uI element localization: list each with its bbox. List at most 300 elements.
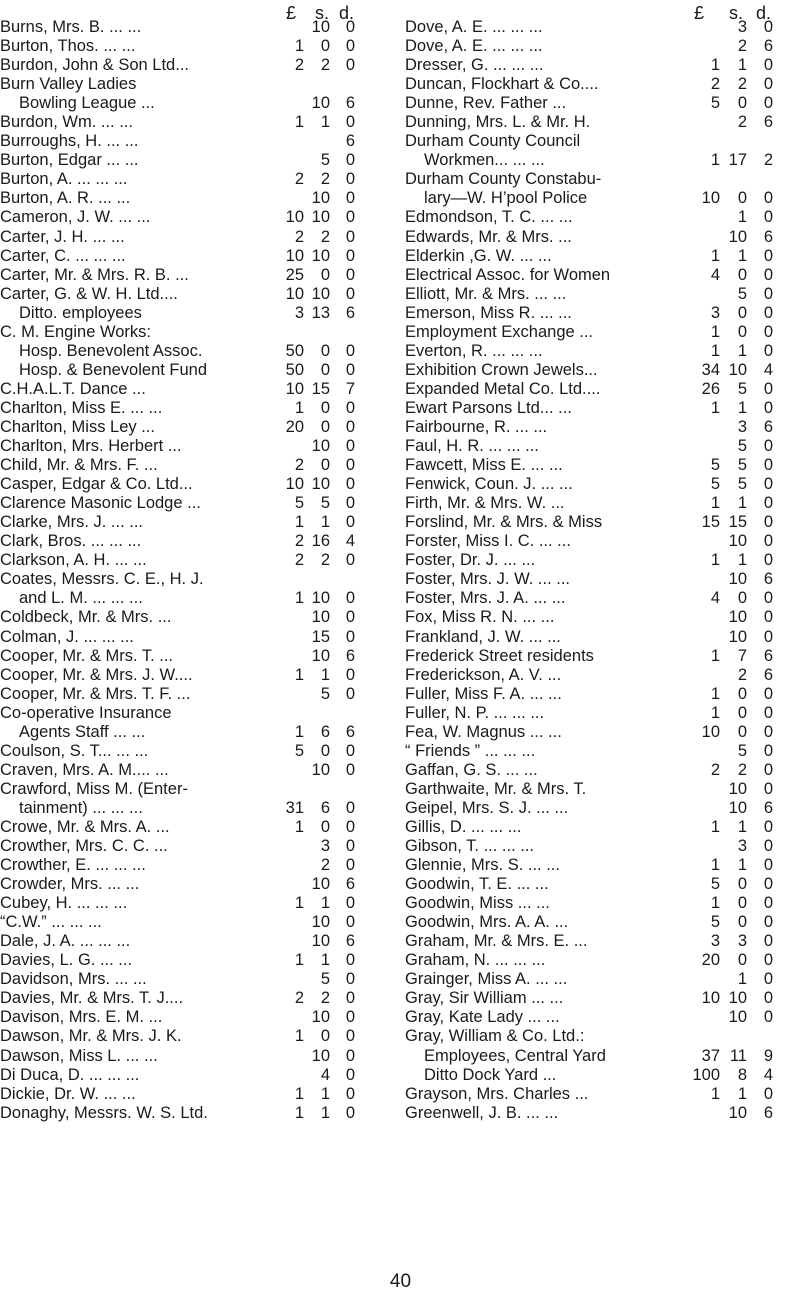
subscription-entry [405,37,801,56]
subscriber-name: Workmen... ... ... [424,151,545,170]
amount-pounds: 1 [294,1027,304,1046]
amount-pounds: 1 [294,589,304,608]
amount-pounds: 1 [710,894,720,913]
amount-pence: 0 [763,875,773,894]
subscription-entry [405,456,801,475]
subscriber-name: “C.W.” ... ... ... [0,913,102,932]
amount-pounds: 10 [701,989,720,1008]
subscription-entry [0,551,393,570]
amount-pence: 0 [763,379,773,398]
subscription-entry [405,1085,801,1104]
subscriber-name: Employees, Central Yard [424,1046,606,1065]
subscription-entry [0,113,393,132]
subscription-entry [0,723,393,742]
subscriber-name: Burdon, John & Son Ltd... [0,56,189,75]
subscriber-name: Bowling League ... [19,94,155,113]
shillings-header: s. [315,3,330,23]
subscription-entry [0,380,393,399]
subscriber-name: Edwards, Mr. & Mrs. ... [405,227,572,246]
amount-shillings: 1 [320,894,330,913]
subscription-entry [405,532,801,551]
subscription-entry [0,875,393,894]
subscription-entry [405,380,801,399]
amount-shillings: 3 [737,837,747,856]
amount-pounds: 1 [710,856,720,875]
amount-pence: 6 [763,570,773,589]
subscriber-name: Garthwaite, Mr. & Mrs. T. [405,779,587,798]
subscriber-name: Dunning, Mrs. L. & Mr. H. [405,113,591,132]
subscriber-name: Burton, A. ... ... ... [0,170,128,189]
amount-pounds: 1 [294,398,304,417]
subscriber-name: Clark, Bros. ... ... ... [0,532,142,551]
subscription-entry [0,151,393,170]
pence-header: d. [339,3,355,23]
amount-shillings: 0 [737,322,747,341]
subscription-entry [0,399,393,418]
amount-shillings: 0 [737,189,747,208]
amount-shillings: 15 [311,627,330,646]
amount-pence: 0 [345,170,355,189]
amount-pence: 0 [763,75,773,94]
amount-pence: 0 [345,1065,355,1084]
amount-pence: 0 [763,856,773,875]
subscription-entry [405,266,801,285]
right-entry-list [405,18,801,1123]
subscription-entry [405,570,801,589]
subscription-entry [0,304,393,323]
amount-pence: 7 [345,379,355,398]
subscriber-name: Firth, Mr. & Mrs. W. ... [405,494,565,513]
amount-pounds: 1 [294,1084,304,1103]
amount-shillings: 10 [728,227,747,246]
amount-shillings: 10 [311,18,330,36]
amount-shillings: 10 [311,189,330,208]
amount-shillings: 1 [737,1084,747,1103]
subscriber-name: lary—W. H’pool Police [424,189,588,208]
subscription-entry [405,228,801,247]
amount-pounds: 1 [294,722,304,741]
subscriber-name: Foster, Mrs. J. W. ... ... [405,570,571,589]
subscription-entry [0,989,393,1008]
amount-pence: 0 [763,398,773,417]
subscriber-name: Di Duca, D. ... ... ... [0,1065,140,1084]
amount-pounds: 5 [710,475,720,494]
amount-pence: 6 [763,665,773,684]
amount-shillings: 5 [320,970,330,989]
amount-pence: 0 [345,913,355,932]
amount-pence: 0 [345,513,355,532]
subscription-entry [0,1104,393,1123]
amount-pounds: 2 [710,75,720,94]
amount-pence: 0 [345,189,355,208]
subscriber-name: Forslind, Mr. & Mrs. & Miss [405,513,603,532]
subscription-entry [0,75,393,94]
subscription-entry [0,342,393,361]
subscriber-name: Grainger, Miss A. ... ... [405,970,568,989]
amount-pounds: 10 [285,208,304,227]
subscription-entry [0,761,393,780]
subscription-entry [405,208,801,227]
amount-shillings: 5 [320,151,330,170]
subscription-entry [405,1104,801,1123]
amount-shillings: 0 [737,589,747,608]
amount-shillings: 15 [311,379,330,398]
subscription-entry [405,285,801,304]
subscription-entry [0,685,393,704]
subscription-entry [405,704,801,723]
subscriber-name: Graham, Mr. & Mrs. E. ... [405,932,588,951]
subscription-entry [405,132,801,151]
subscriber-name: Burns, Mrs. B. ... ... [0,18,142,36]
subscriber-name: Burdon, Wm. ... ... [0,113,133,132]
amount-pounds: 2 [294,456,304,475]
subscription-entry [0,361,393,380]
subscriber-name: Emerson, Miss R. ... ... [405,303,572,322]
amount-pence: 0 [763,284,773,303]
amount-pounds: 10 [701,189,720,208]
pence-header: d. [756,3,772,23]
amount-shillings: 0 [737,684,747,703]
subscriber-name: Glennie, Mrs. S. ... ... [405,856,560,875]
subscriber-name: Clarke, Mrs. J. ... ... [0,513,144,532]
amount-pence: 9 [763,1046,773,1065]
amount-pence: 0 [763,94,773,113]
amount-pounds: 5 [294,494,304,513]
amount-pence: 0 [345,341,355,360]
amount-pence: 0 [345,798,355,817]
subscription-entry [405,951,801,970]
amount-pence: 0 [763,684,773,703]
amount-shillings: 7 [737,646,747,665]
amount-pounds: 2 [294,227,304,246]
amount-pounds: 1 [294,513,304,532]
amount-pence: 0 [345,684,355,703]
amount-pounds: 3 [710,303,720,322]
amount-pence: 4 [345,532,355,551]
amount-shillings: 10 [728,570,747,589]
subscription-entry [0,132,393,151]
subscription-entry [0,418,393,437]
pounds-header: £ [286,3,297,23]
pounds-header: £ [694,3,705,23]
amount-pence: 0 [345,1103,355,1122]
amount-pence: 0 [345,151,355,170]
amount-pence: 0 [763,189,773,208]
amount-shillings: 16 [311,532,330,551]
amount-pence: 6 [763,417,773,436]
subscriber-name: Burn Valley Ladies [0,75,137,94]
amount-shillings: 3 [737,18,747,36]
amount-shillings: 10 [311,875,330,894]
amount-pence: 0 [763,56,773,75]
subscription-entry [0,285,393,304]
amount-shillings: 0 [737,951,747,970]
amount-pence: 0 [345,246,355,265]
amount-pence: 0 [345,437,355,456]
amount-shillings: 2 [320,170,330,189]
amount-shillings: 0 [737,703,747,722]
subscriber-name: and L. M. ... ... ... [19,589,143,608]
subscriber-name: Burton, A. R. ... ... [0,189,131,208]
subscription-entry [405,513,801,532]
subscription-entry [405,875,801,894]
subscriber-name: Fairbourne, R. ... ... [405,417,548,436]
subscription-entry [0,856,393,875]
amount-pounds: 1 [294,894,304,913]
subscription-entry [0,704,393,723]
amount-pence: 0 [763,951,773,970]
amount-shillings: 10 [728,360,747,379]
amount-pounds: 25 [285,265,304,284]
amount-shillings: 0 [320,1027,330,1046]
amount-pence: 0 [763,837,773,856]
amount-pounds: 5 [710,94,720,113]
subscriber-name: Dale, J. A. ... ... ... [0,932,131,951]
amount-shillings: 0 [737,875,747,894]
amount-shillings: 5 [737,475,747,494]
subscriber-name: Elliott, Mr. & Mrs. ... ... [405,284,567,303]
amount-shillings: 6 [320,722,330,741]
amount-shillings: 0 [737,894,747,913]
amount-shillings: 0 [320,360,330,379]
subscriber-name: Frederickson, A. V. ... [405,665,562,684]
amount-pounds: 1 [710,246,720,265]
subscriber-name: Davidson, Mrs. ... ... [0,970,147,989]
left-entry-list [0,18,393,1123]
subscriber-name: Gray, William & Co. Ltd.: [405,1027,585,1046]
subscriber-name: Carter, Mr. & Mrs. R. B. ... [0,265,189,284]
amount-shillings: 1 [320,113,330,132]
subscription-entry [405,913,801,932]
amount-shillings: 10 [728,1008,747,1027]
amount-shillings: 10 [311,94,330,113]
amount-pence: 0 [763,913,773,932]
amount-pounds: 5 [710,456,720,475]
amount-shillings: 1 [737,494,747,513]
subscription-entry [405,494,801,513]
subscriber-name: Burroughs, H. ... ... [0,132,139,151]
amount-pence: 0 [763,779,773,798]
subscriber-name: Fawcett, Miss E. ... ... [405,456,563,475]
subscriber-name: Craven, Mrs. A. M.... ... [0,760,169,779]
amount-pence: 0 [763,627,773,646]
amount-pence: 0 [763,246,773,265]
amount-pounds: 1 [710,56,720,75]
subscriber-name: Crowther, Mrs. C. C. ... [0,837,168,856]
amount-pence: 0 [763,817,773,836]
subscriber-name: Gillis, D. ... ... ... [405,817,522,836]
subscription-entry [405,780,801,799]
subscription-entry [0,56,393,75]
amount-pounds: 10 [285,284,304,303]
amount-pence: 0 [345,208,355,227]
amount-pence: 0 [763,1084,773,1103]
subscriber-name: Dresser, G. ... ... ... [405,56,544,75]
amount-shillings: 2 [320,56,330,75]
subscription-entry [405,1066,801,1085]
amount-shillings: 6 [320,798,330,817]
amount-shillings: 11 [729,1046,747,1065]
amount-pounds: 5 [710,875,720,894]
amount-pounds: 1 [710,494,720,513]
subscription-entry [0,1008,393,1027]
subscriber-name: Crowther, E. ... ... ... [0,856,146,875]
amount-shillings: 10 [311,932,330,951]
amount-pence: 0 [763,513,773,532]
subscriber-name: Crowe, Mr. & Mrs. A. ... [0,817,170,836]
subscription-entry [405,932,801,951]
subscription-entry [405,247,801,266]
subscriber-name: Gray, Sir William ... ... [405,989,564,1008]
amount-pounds: 5 [294,741,304,760]
amount-pounds: 1 [294,951,304,970]
amount-shillings: 10 [311,475,330,494]
amount-pounds: 1 [294,665,304,684]
subscriber-name: Cooper, Mr. & Mrs. T. ... [0,646,173,665]
amount-pence: 6 [345,875,355,894]
amount-shillings: 3 [737,932,747,951]
amount-shillings: 1 [320,1103,330,1122]
subscription-entry [0,913,393,932]
amount-pounds: 10 [285,475,304,494]
amount-pence: 0 [763,608,773,627]
page-number: 40 [389,1271,412,1292]
amount-pence: 6 [345,722,355,741]
subscription-entry [405,323,801,342]
amount-pence: 0 [345,494,355,513]
amount-pounds: 2 [294,989,304,1008]
subscriber-name: Casper, Edgar & Co. Ltd... [0,475,193,494]
subscription-entry [405,818,801,837]
subscriber-name: Charlton, Miss Ley ... [0,417,155,436]
subscription-entry [405,56,801,75]
amount-pence: 6 [763,798,773,817]
amount-pence: 0 [345,970,355,989]
subscriber-name: Dove, A. E. ... ... ... [405,18,543,36]
amount-pence: 0 [763,437,773,456]
amount-pounds: 37 [701,1046,720,1065]
amount-pence: 0 [763,894,773,913]
subscription-entry [405,799,801,818]
amount-pence: 0 [345,284,355,303]
subscription-entry [405,608,801,627]
subscription-entry [0,894,393,913]
amount-shillings: 1 [737,341,747,360]
subscriber-name: Expanded Metal Co. Ltd.... [405,379,601,398]
subscription-entry [405,113,801,132]
subscriber-name: Fuller, Miss F. A. ... ... [405,684,562,703]
subscriber-name: Carter, J. H. ... ... [0,227,125,246]
subscriber-name: Goodwin, T. E. ... ... [405,875,549,894]
subscriber-name: Clarkson, A. H. ... ... [0,551,147,570]
amount-shillings: 3 [320,837,330,856]
amount-shillings: 3 [737,417,747,436]
amount-pounds: 3 [710,932,720,951]
subscription-entry [405,304,801,323]
subscriber-name: C. M. Engine Works: [0,322,151,341]
amount-shillings: 1 [737,970,747,989]
subscriber-name: Fox, Miss R. N. ... ... [405,608,555,627]
subscription-entry [405,989,801,1008]
amount-shillings: 10 [311,589,330,608]
amount-shillings: 4 [320,1065,330,1084]
subscription-entry [0,837,393,856]
amount-shillings: 0 [737,265,747,284]
amount-pounds: 26 [701,379,720,398]
subscriber-name: Everton, R. ... ... ... [405,341,543,360]
subscriber-name: Edmondson, T. C. ... ... [405,208,573,227]
subscription-entry [0,970,393,989]
amount-pence: 0 [763,265,773,284]
amount-pence: 0 [763,703,773,722]
amount-pence: 0 [763,456,773,475]
subscriber-name: C.H.A.L.T. Dance ... [0,379,146,398]
amount-shillings: 2 [320,989,330,1008]
amount-shillings: 10 [728,1103,747,1122]
amount-pence: 0 [763,494,773,513]
amount-pence: 2 [763,151,773,170]
amount-pence: 0 [345,741,355,760]
amount-pounds: 1 [710,817,720,836]
amount-shillings: 5 [320,494,330,513]
subscriber-name: Foster, Mrs. J. A. ... ... [405,589,566,608]
amount-pence: 0 [345,589,355,608]
amount-shillings: 10 [728,627,747,646]
subscription-entry [0,532,393,551]
amount-pence: 0 [763,208,773,227]
subscriber-name: Dove, A. E. ... ... ... [405,37,543,56]
amount-pounds: 4 [710,265,720,284]
amount-pence: 6 [763,113,773,132]
amount-pence: 0 [345,1046,355,1065]
amount-pounds: 1 [710,398,720,417]
amount-shillings: 10 [311,246,330,265]
subscription-entry [405,837,801,856]
amount-pence: 0 [345,360,355,379]
subscription-entry [405,18,801,37]
amount-shillings: 0 [737,913,747,932]
subscription-entry [0,1066,393,1085]
amount-pence: 0 [763,475,773,494]
subscription-entry [0,323,393,342]
amount-pence: 0 [345,56,355,75]
subscriber-name: Coates, Messrs. C. E., H. J. [0,570,204,589]
subscription-entry [405,761,801,780]
subscription-entry [405,685,801,704]
subscriber-name: Cameron, J. W. ... ... [0,208,151,227]
amount-shillings: 13 [311,303,330,322]
amount-pence: 0 [345,227,355,246]
subscriber-name: Greenwell, J. B. ... ... [405,1103,559,1122]
subscription-entry [405,970,801,989]
subscriber-name: Dawson, Mr. & Mrs. J. K. [0,1027,182,1046]
subscriber-name: Ditto. employees [19,303,142,322]
amount-shillings: 17 [728,151,747,170]
amount-pence: 0 [345,1084,355,1103]
amount-pence: 0 [763,551,773,570]
subscriber-name: Goodwin, Mrs. A. A. ... [405,913,569,932]
amount-shillings: 2 [737,37,747,56]
amount-pence: 0 [345,1008,355,1027]
subscriber-name: Ewart Parsons Ltd... ... [405,398,572,417]
amount-pence: 0 [345,1027,355,1046]
amount-shillings: 10 [311,437,330,456]
amount-shillings: 1 [320,1084,330,1103]
amount-pence: 0 [763,322,773,341]
amount-pence: 6 [763,646,773,665]
amount-shillings: 2 [737,665,747,684]
amount-pounds: 1 [294,817,304,836]
